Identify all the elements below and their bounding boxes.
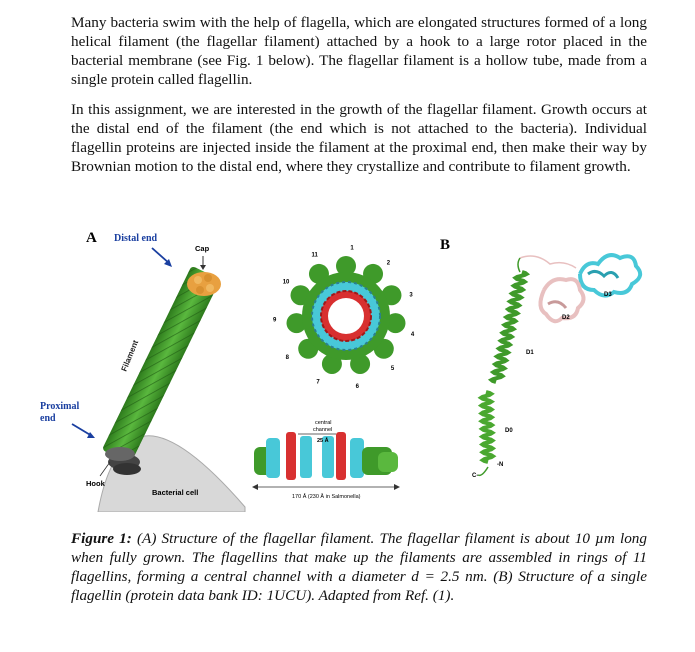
- domain-d2-label: D2: [562, 315, 570, 321]
- figure-graphic: [40, 222, 660, 512]
- bacterial-cell-label: Bacterial cell: [152, 488, 199, 497]
- caption-text: (A) Structure of the flagellar filament. The flagellar filament is about 10 µm long when fully grown. The flagellins that make up the filaments are assembled in rings of 11 flagellins, forming a central channel with a diameter d = 2.5 nm. (B) Structure of a single flagellin (protein data bank ID: 1UCU). Adapted from Ref. (1).: [71, 530, 647, 604]
- cap-arrowhead: [200, 265, 206, 270]
- filament-label: Filament: [119, 338, 141, 373]
- intro-paragraph: Many bacteria swim with the help of flagella, which are elongated structures formed of a long helical filament (the flagellar filament) attached by a hook to a large rotor placed in the bacterial membrane (see Fig. 1 below). The flagellar filament is a hollow tube, made from a single protein called flagellin.: [71, 14, 647, 88]
- width-arrowhead-left: [252, 484, 258, 490]
- cap-shape: [187, 272, 221, 296]
- channel-diameter-label: 25 Å: [317, 438, 329, 444]
- central-channel-label-line1: central: [315, 420, 332, 426]
- central-channel-label-line2: channel: [313, 427, 333, 433]
- ring-number-7: 7: [316, 379, 320, 386]
- ring-number-6: 6: [355, 383, 359, 390]
- c-terminus-label: C-: [472, 473, 479, 479]
- ring-number-3: 3: [409, 292, 413, 299]
- domain-d3-label: D3: [604, 292, 612, 298]
- domain-d1-label: D1: [526, 350, 534, 356]
- figure-caption: [71, 529, 647, 605]
- panel-a-letter: A: [86, 230, 97, 246]
- ring-number-9: 9: [273, 317, 277, 324]
- domain-d0-label: D0: [505, 428, 513, 434]
- ring-number-8: 8: [285, 355, 289, 362]
- proximal-end-label-line1: Proximal: [40, 401, 80, 412]
- width-label: 170 Å (230 Å in Salmonella): [292, 494, 361, 500]
- panel-b-letter: B: [440, 237, 451, 253]
- ring-number-5: 5: [390, 366, 395, 373]
- cap-label: Cap: [195, 244, 210, 253]
- ring-number-11: 11: [311, 252, 318, 259]
- assignment-paragraph: In this assignment, we are interested in the growth of the flagellar filament. Growth occurs at the distal end of the filament (the end which is not attached to the bacteria). Individual flagellin proteins are injected inside the filament at the proximal end, then make their way by Brownian motion to the distal end, where they crystallize and contribute to filament growth.: [71, 101, 647, 175]
- caption-label: Figure 1:: [71, 530, 132, 547]
- ring-number-2: 2: [386, 260, 391, 267]
- ring-number-1: 1: [350, 245, 354, 252]
- ring-number-4: 4: [410, 332, 415, 339]
- proximal-end-label-line2: end: [40, 413, 56, 424]
- filament-cross-section: [287, 256, 406, 374]
- ring-number-10: 10: [282, 279, 290, 286]
- flagellin-structure: [478, 255, 640, 475]
- figure-1: [40, 222, 660, 512]
- width-arrowhead-right: [394, 484, 400, 490]
- hook-label: Hook: [86, 479, 105, 488]
- n-terminus-label: -N: [497, 462, 504, 468]
- distal-end-label: Distal end: [114, 233, 158, 244]
